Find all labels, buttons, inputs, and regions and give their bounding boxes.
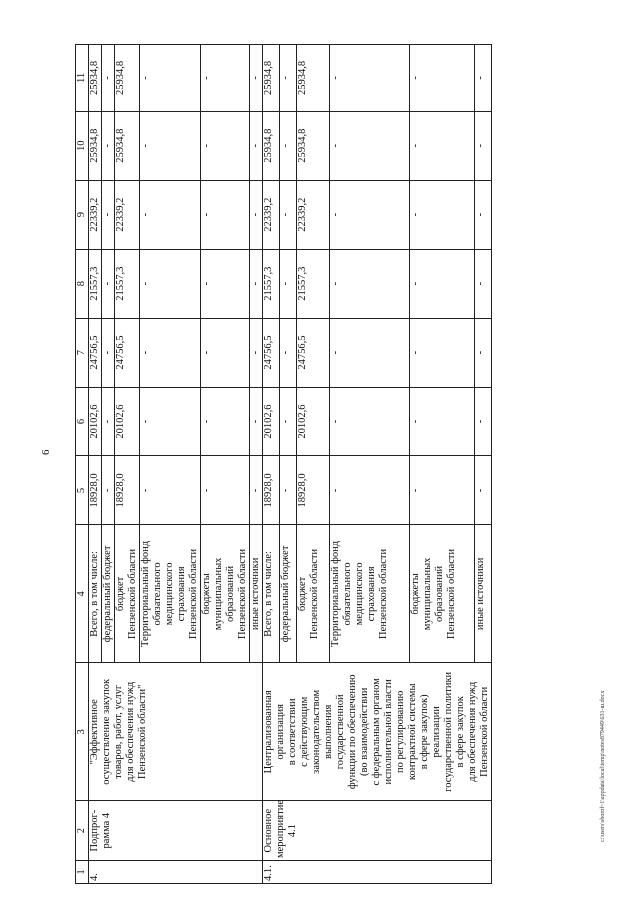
amount-cell: - xyxy=(250,249,263,318)
amount-cell: - xyxy=(280,387,297,456)
budget-table xyxy=(75,44,492,884)
column-header: 3 xyxy=(76,663,89,801)
amount-cell: 24756,5 xyxy=(89,318,102,387)
budget-table-container xyxy=(75,44,615,884)
column-header: 4 xyxy=(76,525,89,663)
amount-cell: - xyxy=(102,249,115,318)
amount-cell: - xyxy=(201,45,250,112)
funding-source-cell: федеральный бюджет xyxy=(102,525,115,663)
funding-source-cell: бюджет Пензенской области xyxy=(297,525,330,663)
amount-cell: - xyxy=(474,180,491,249)
column-header: 8 xyxy=(76,249,89,318)
amount-cell: - xyxy=(250,45,263,112)
amount-cell: - xyxy=(410,387,474,456)
amount-cell: - xyxy=(250,180,263,249)
funding-source-cell: Всего, в том числе: xyxy=(89,525,102,663)
amount-cell: 18928,0 xyxy=(297,456,330,525)
funding-source-cell: Всего, в том числе: xyxy=(263,525,280,663)
amount-cell: 24756,5 xyxy=(115,318,140,387)
column-header: 9 xyxy=(76,180,89,249)
amount-cell: 22339,2 xyxy=(263,180,280,249)
item-type-cell: Подпрог- рамма 4 xyxy=(89,801,263,861)
amount-cell: - xyxy=(201,387,250,456)
amount-cell: - xyxy=(410,318,474,387)
amount-cell: 25934,8 xyxy=(297,111,330,180)
amount-cell: 24756,5 xyxy=(297,318,330,387)
amount-cell: - xyxy=(201,456,250,525)
column-header: 7 xyxy=(76,318,89,387)
amount-cell: - xyxy=(410,45,474,112)
amount-cell: 24756,5 xyxy=(263,318,280,387)
amount-cell: - xyxy=(280,45,297,112)
row-number-cell: 4. xyxy=(89,861,263,884)
amount-cell: - xyxy=(330,180,410,249)
amount-cell: - xyxy=(330,456,410,525)
amount-cell: - xyxy=(330,318,410,387)
funding-source-cell: Территориальный фонд обязательного медицинского страхования Пензенской области xyxy=(140,525,201,663)
amount-cell: - xyxy=(474,387,491,456)
column-header: 11 xyxy=(76,45,89,112)
column-header: 2 xyxy=(76,801,89,861)
amount-cell: - xyxy=(330,249,410,318)
item-name-cell: "Эффективное осуществление закупок товаров, работ, услуг для обеспечения нужд Пензенской области" xyxy=(89,663,263,801)
column-header: 5 xyxy=(76,456,89,525)
amount-cell: 25934,8 xyxy=(115,45,140,112)
amount-cell: - xyxy=(330,45,410,112)
amount-cell: - xyxy=(102,456,115,525)
amount-cell: - xyxy=(250,387,263,456)
amount-cell: - xyxy=(280,456,297,525)
amount-cell: - xyxy=(330,387,410,456)
amount-cell: - xyxy=(140,180,201,249)
amount-cell: - xyxy=(474,456,491,525)
amount-cell: 25934,8 xyxy=(89,111,102,180)
funding-source-cell: иные источники xyxy=(250,525,263,663)
column-number-row xyxy=(76,45,89,884)
amount-cell: - xyxy=(250,111,263,180)
amount-cell: 21557,3 xyxy=(263,249,280,318)
amount-cell: - xyxy=(140,45,201,112)
amount-cell: 25934,8 xyxy=(263,45,280,112)
amount-cell: - xyxy=(280,180,297,249)
amount-cell: - xyxy=(201,249,250,318)
amount-cell: - xyxy=(474,111,491,180)
amount-cell: - xyxy=(201,318,250,387)
table-row xyxy=(89,45,102,884)
amount-cell: - xyxy=(102,387,115,456)
amount-cell: 20102,6 xyxy=(263,387,280,456)
amount-cell: 18928,0 xyxy=(263,456,280,525)
amount-cell: - xyxy=(474,45,491,112)
amount-cell: - xyxy=(474,318,491,387)
amount-cell: - xyxy=(102,180,115,249)
item-name-cell: Централизованная организация в соответствии с действующим законодательством выполнения государственной функции по обеспечению (во взаимодействии с федеральным органом исполнительной власти по регулированию контрактной системы в сфере закупок) реализации государственной политики в сфере закупок для обеспечения нужд Пензенской области xyxy=(263,663,492,801)
amount-cell: - xyxy=(102,111,115,180)
funding-source-cell: бюджеты муниципальных образований Пензенской области xyxy=(410,525,474,663)
amount-cell: - xyxy=(140,318,201,387)
amount-cell: 20102,6 xyxy=(89,387,102,456)
footer-file-path: c:\users\sborol~1\appdata\local\temp\notes879449\631-ш.docx xyxy=(600,690,606,842)
amount-cell: - xyxy=(102,45,115,112)
amount-cell: - xyxy=(201,180,250,249)
amount-cell: - xyxy=(280,249,297,318)
amount-cell: - xyxy=(280,111,297,180)
amount-cell: - xyxy=(410,111,474,180)
funding-source-cell: бюджеты муниципальных образований Пензенской области xyxy=(201,525,250,663)
page-number: 6 xyxy=(40,449,52,455)
amount-cell: - xyxy=(250,456,263,525)
amount-cell: 21557,3 xyxy=(115,249,140,318)
amount-cell: 21557,3 xyxy=(297,249,330,318)
table-row xyxy=(263,45,280,884)
funding-source-cell: иные источники xyxy=(474,525,491,663)
amount-cell: - xyxy=(140,387,201,456)
amount-cell: 20102,6 xyxy=(297,387,330,456)
amount-cell: 22339,2 xyxy=(89,180,102,249)
amount-cell: - xyxy=(140,111,201,180)
amount-cell: 22339,2 xyxy=(115,180,140,249)
item-type-cell: Основное мероприятие 4.1 xyxy=(263,801,492,861)
amount-cell: - xyxy=(140,249,201,318)
amount-cell: - xyxy=(201,111,250,180)
amount-cell: 25934,8 xyxy=(263,111,280,180)
amount-cell: 18928,0 xyxy=(115,456,140,525)
funding-source-cell: бюджет Пензенской области xyxy=(115,525,140,663)
amount-cell: - xyxy=(140,456,201,525)
column-header: 6 xyxy=(76,387,89,456)
funding-source-cell: Территориальный фонд обязательного медицинского страхования Пензенской области xyxy=(330,525,410,663)
amount-cell: - xyxy=(250,318,263,387)
column-header: 1 xyxy=(76,861,89,884)
amount-cell: 18928,0 xyxy=(89,456,102,525)
amount-cell: - xyxy=(410,249,474,318)
column-header: 10 xyxy=(76,111,89,180)
amount-cell: 20102,6 xyxy=(115,387,140,456)
amount-cell: 25934,8 xyxy=(297,45,330,112)
amount-cell: - xyxy=(410,180,474,249)
amount-cell: 22339,2 xyxy=(297,180,330,249)
amount-cell: 25934,8 xyxy=(89,45,102,112)
amount-cell: - xyxy=(280,318,297,387)
amount-cell: 21557,3 xyxy=(89,249,102,318)
amount-cell: 25934,8 xyxy=(115,111,140,180)
amount-cell: - xyxy=(102,318,115,387)
amount-cell: - xyxy=(474,249,491,318)
funding-source-cell: федеральный бюджет xyxy=(280,525,297,663)
row-number-cell: 4.1. xyxy=(263,861,492,884)
amount-cell: - xyxy=(410,456,474,525)
amount-cell: - xyxy=(330,111,410,180)
